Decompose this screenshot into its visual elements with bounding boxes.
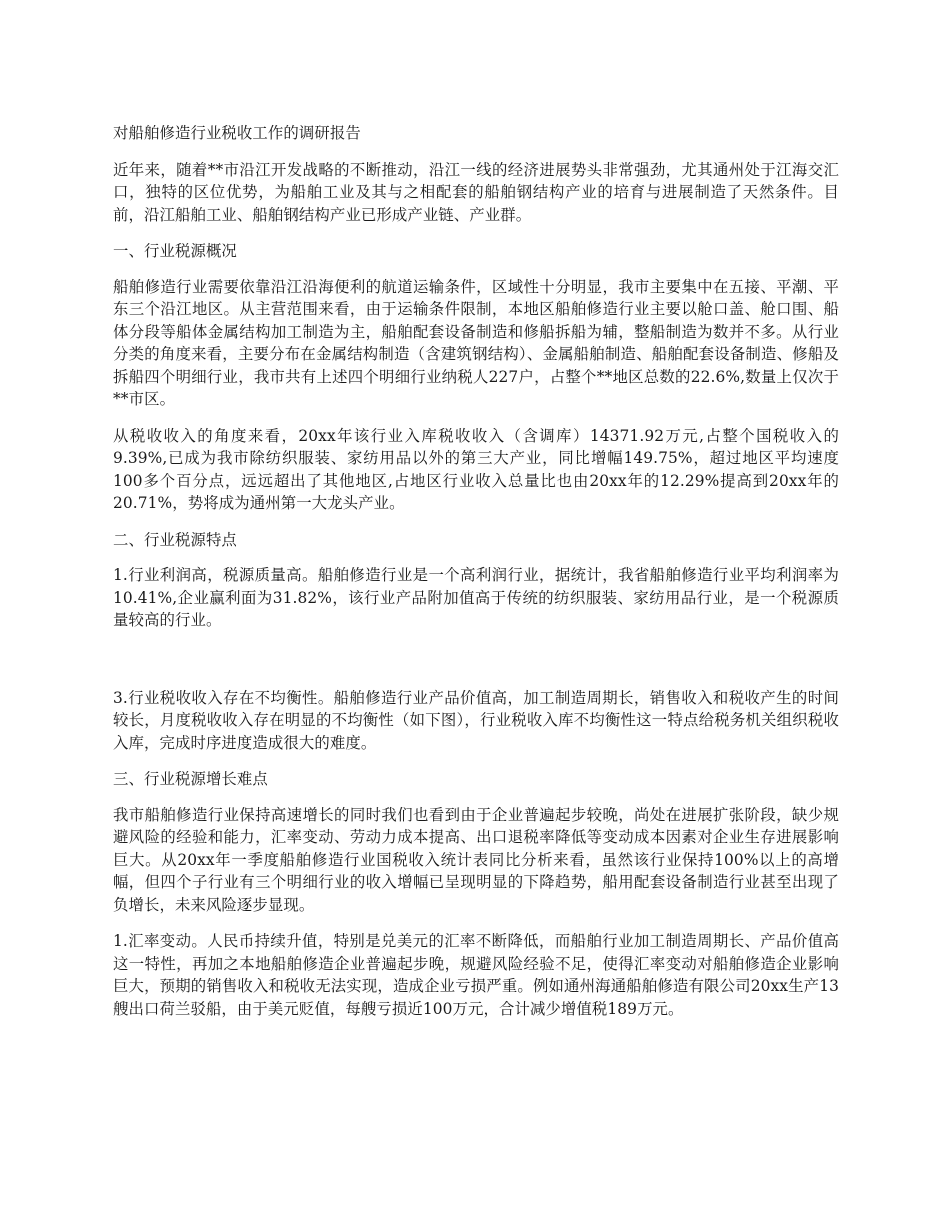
document-page bbox=[113, 122, 839, 1034]
section-3-heading: 三、行业税源增长难点 bbox=[113, 770, 268, 788]
section-1-paragraph-2: 从税收收入的角度来看，20xx年该行业入库税收收入（含调库）14371.92万元,占整个国税收入的9.39%,已成为我市除纺织服装、家纺用品以外的第三大产业，同比增幅149.75%，超过地区平均速度100多个百分点，远远超出了其他地区,占地区行业收入总量比也由20xx年的12.29%提高到20xx年的20.71%，势将成为通州第一大龙头产业。 bbox=[113, 426, 839, 512]
section-2-paragraph-3: 3.行业税收收入存在不均衡性。船舶修造行业产品价值高，加工制造周期长，销售收入和税收产生的时间较长，月度税收收入存在明显的不均衡性（如下图），行业税收入库不均衡性这一特点给税务机关组织税收入库，完成时序进度造成很大的难度。 bbox=[113, 688, 839, 752]
section-3-paragraph-2: 1.汇率变动。人民币持续升值，特别是兑美元的汇率不断降低，而船舶行业加工制造周期长、产品价值高这一特性，再加之本地船舶修造企业普遍起步晚，规避风险经验不足，使得汇率变动对船舶修造企业影响巨大，预期的销售收入和税收无法实现，造成企业亏损严重。例如通州海通船舶修造有限公司20xx生产13艘出口荷兰驳船，由于美元贬值，每艘亏损近100万元，合计减少增值税189万元。 bbox=[113, 932, 839, 1018]
intro-paragraph: 近年来，随着**市沿江开发战略的不断推动，沿江一线的经济进展势头非常强劲，尤其通州处于江海交汇口，独特的区位优势，为船舶工业及其与之相配套的船舶钢结构产业的培育与进展制造了天然条件。目前，沿江船舶工业、船舶钢结构产业已形成产业链、产业群。 bbox=[113, 160, 839, 224]
section-1-heading: 一、行业税源概况 bbox=[113, 242, 237, 260]
blank-gap bbox=[113, 646, 839, 687]
section-2-heading: 二、行业税源特点 bbox=[113, 530, 237, 549]
section-3-paragraph-1: 我市船舶修造行业保持高速增长的同时我们也看到由于企业普遍起步较晚，尚处在进展扩张阶段，缺少规避风险的经验和能力，汇率变动、劳动力成本提高、出口退税率降低等变动成本因素对企业生存进展影响巨大。从20xx年一季度船舶修造行业国税收入统计表同比分析来看，虽然该行业保持100%以上的高增幅，但四个子行业有三个明细行业的收入增幅已呈现明显的下降趋势，船用配套设备制造行业甚至出现了负增长，未来风险逐步显现。 bbox=[113, 805, 839, 914]
document-title: 对船舶修造行业税收工作的调研报告 bbox=[113, 124, 361, 142]
section-2-paragraph-1: 1.行业利润高，税源质量高。船舶修造行业是一个高利润行业，据统计，我省船舶修造行业平均利润率为10.41%,企业赢利面为31.82%，该行业产品附加值高于传统的纺织服装、家纺用品行业，是一个税源质量较高的行业。 bbox=[113, 566, 839, 629]
section-1-paragraph-1: 船舶修造行业需要依靠沿江沿海便利的航道运输条件，区域性十分明显，我市主要集中在五接、平潮、平东三个沿江地区。从主营范围来看，由于运输条件限制，本地区船舶修造行业主要以舱口盖、舱口围、船体分段等船体金属结构加工制造为主，船舶配套设备制造和修船拆船为辅，整船制造为数并不多。从行业分类的角度来看，主要分布在金属结构制造（含建筑钢结构）、金属船舶制造、船舶配套设备制造、修船及拆船四个明细行业，我市共有上述四个明细行业纳税人227户，占整个**地区总数的22.6%,数量上仅次于**市区。 bbox=[113, 277, 839, 408]
